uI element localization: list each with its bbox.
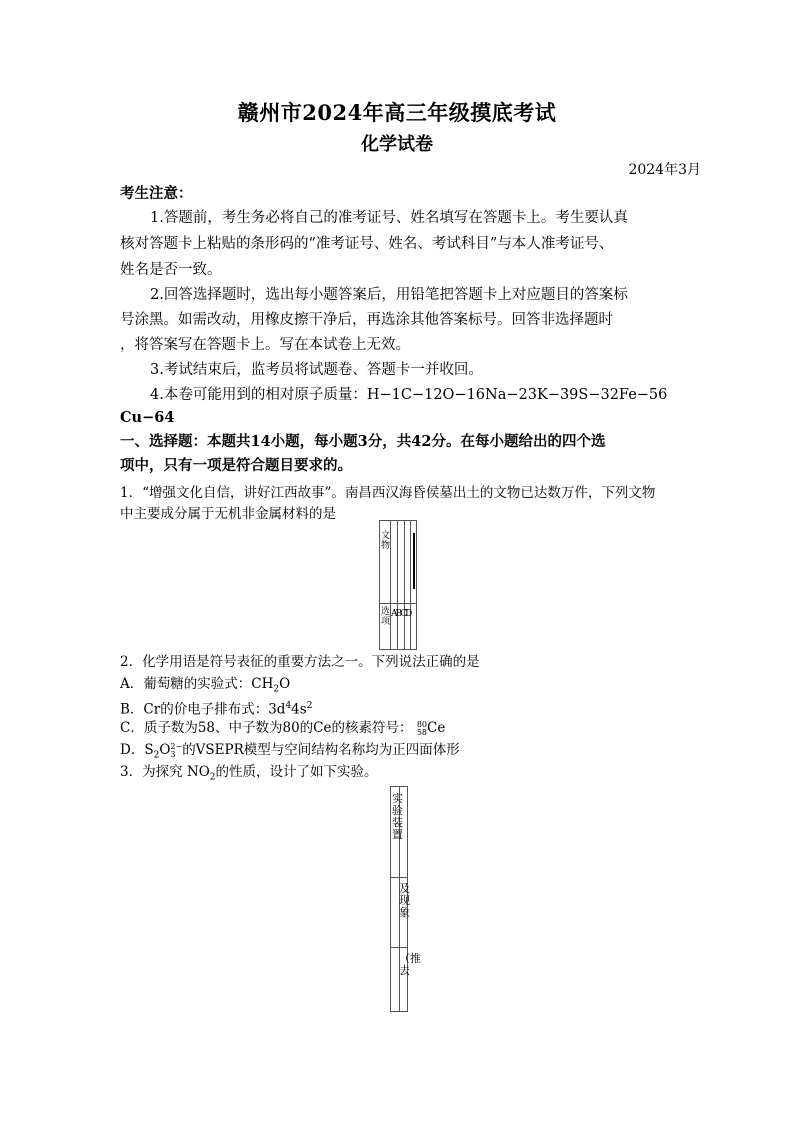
- notice-item-2-cont: ，将答案写在答题卡上。写在本试卷上无效。: [120, 337, 410, 353]
- table-header-artifact: 文物: [381, 531, 391, 551]
- notice-item-1-cont: 姓名是否一致。: [120, 262, 222, 278]
- table-cell-inference: （推去: [399, 952, 421, 977]
- table-header-apparatus: 实验装置: [392, 792, 403, 841]
- question-2-option-c: C．质子数为58、中子数为80的Ce的核素符号： 80 58 Ce: [120, 719, 446, 737]
- exam-title: 赣州市2024年高三年级摸底考试: [237, 100, 557, 125]
- notice-item-2: 2.回答选择题时，选出每小题答案后，用铅笔把答题卡上对应题目的答案标: [150, 287, 628, 303]
- section-heading-cont: 项中，只有一项是符合题目要求的。: [120, 457, 352, 474]
- question-3-table: [390, 786, 421, 1012]
- question-2-option-a: A．葡萄糖的实验式：$CH_2O$: [120, 676, 291, 695]
- notice-heading: 考生注意：: [120, 185, 193, 202]
- notice-item-1: 1.答题前，考生务必将自己的准考证号、姓名填写在答题卡上。考生要认真: [150, 210, 628, 226]
- question-2-option-b: B．Cr的价电子排布式：$3d^44s^2$: [120, 701, 313, 718]
- exam-subtitle: 化学试卷: [361, 134, 433, 155]
- question-1-stem: 1．“增强文化自信，讲好江西故事”。南昌西汉海昏侯墓出土的文物已达数万件，下列文物: [120, 485, 656, 501]
- question-2-option-d: D．$S_2O$ 2− 3 的VSEPR模型与空间结构名称均为正四面体形: [120, 741, 460, 761]
- notice-item-4-cont: Cu−64: [120, 409, 175, 426]
- question-3-stem: 3．为探究 $NO_2$的性质，设计了如下实验。: [120, 764, 378, 783]
- notice-item-2-cont: 号涂黑。如需改动，用橡皮擦干净后，再选涂其他答案标号。回答非选择题时: [120, 312, 613, 328]
- notice-item-3: 3.考试结束后，监考员将试题卷、答题卡一并收回。: [150, 362, 483, 378]
- exam-date: 2024年3月: [628, 162, 701, 178]
- question-2-stem: 2．化学用语是符号表征的重要方法之一。下列说法正确的是: [120, 654, 480, 670]
- table-header-option: 选项: [381, 607, 391, 627]
- question-1-stem-cont: 中主要成分属于无机非金属材料的是: [120, 506, 336, 522]
- notice-item-1-cont: 核对答题卡上粘贴的条形码的“准考证号、姓名、考试科目”与本人准考证号、: [120, 236, 614, 252]
- table-options: ABCD: [391, 609, 411, 619]
- notice-item-4: 4.本卷可能用到的相对原子质量：H−1C−12O−16Na−23K−39S−32Fe−56: [150, 387, 668, 403]
- question-1-table: [379, 520, 417, 650]
- section-heading: 一、选择题：本题共14小题，每小题3分，共42分。在每小题给出的四个选: [120, 433, 606, 450]
- table-header-phenomena: 及现象: [399, 882, 410, 919]
